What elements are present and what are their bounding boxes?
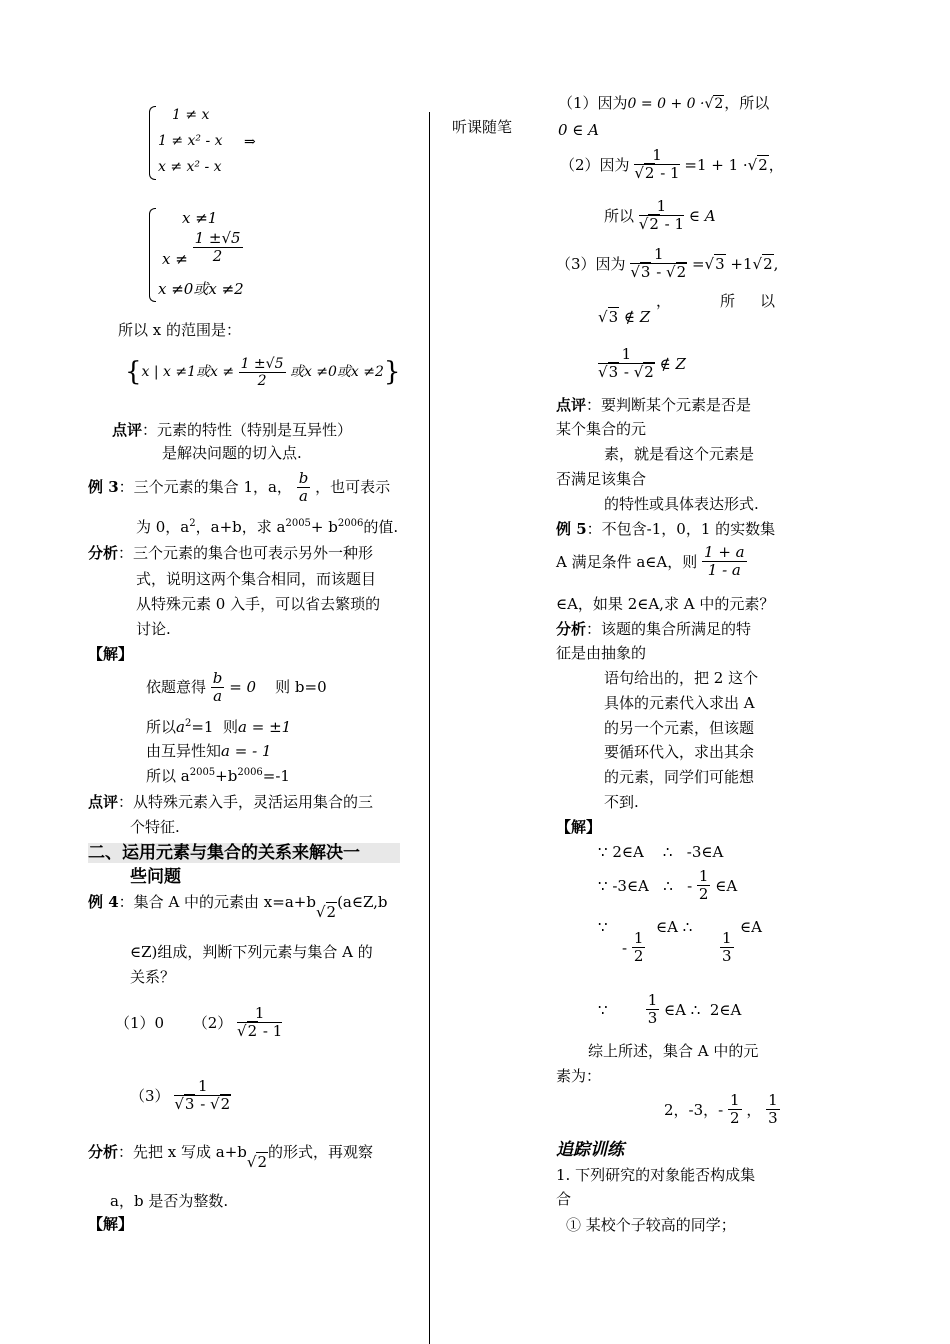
solution-3-step2: ∵ -3∈A ∴ - $\frac{1}{2}$ ∈A: [598, 867, 738, 904]
answer-3-yi: 以: [760, 292, 776, 310]
comment-2-line1: 点评：从特殊元素入手，灵活运用集合的三: [88, 793, 374, 811]
solution-3-step3-in: ∈A: [740, 918, 762, 936]
answer-1-line1: （1）因为0 = 0 + 0 ·√2，所以: [558, 94, 770, 112]
answer-2-line2: 所以 $\frac{1}{√2 - 1}$ ∈ A: [604, 197, 716, 234]
summary-line2: 素为：: [556, 1067, 602, 1085]
solution-label-2: 【解】: [88, 1215, 134, 1233]
training-q1-line1: 1. 下列研究的对象能否构成集: [556, 1166, 756, 1184]
answer-3-line2: √3 ∉ Z: [598, 308, 651, 326]
analysis-3-line1: 分析：该题的集合所满足的特: [556, 620, 752, 638]
question-1-and-2: （1）0 （2） $\frac{1}{√2 - 1}$: [115, 1004, 283, 1041]
answer-3-line3: $\frac{1}{√3 - √2}$ ∉ Z: [598, 345, 686, 382]
analysis-3-line3: 语句给出的，把 2 这个: [604, 669, 759, 687]
solution-label: 【解】: [88, 645, 134, 663]
system2-line1: x ≠1: [182, 209, 218, 227]
analysis-3-line5: 的另一个元素，但该题: [604, 719, 755, 737]
analysis-3-line2: 征是由抽象的: [556, 644, 647, 662]
answer-3-suo: 所: [720, 292, 736, 310]
implies-symbol: ⇒: [244, 134, 256, 150]
range-set: {x | x ≠1或x ≠ $\frac{1 \pm√5}{2}$ 或x ≠0或x ≠2}: [125, 356, 401, 390]
analysis-2-line1: 分析：先把 x 写成 a+b√2的形式，再观察: [88, 1143, 374, 1171]
example-4-line3: 关系？: [130, 968, 176, 986]
system-brace: [149, 208, 156, 302]
analysis-3-line6: 要循环代入，求出其余: [604, 743, 755, 761]
solution-3-step3-because: ∵: [598, 918, 608, 936]
side-note: 听课随笔: [452, 118, 513, 136]
summary-line1: 综上所述，集合 A 中的元: [588, 1042, 759, 1060]
analysis-3-line8: 不到.: [604, 793, 639, 811]
solution-step4: 所以 $a^{2005}+b^{2006}=-1$: [146, 767, 290, 785]
example-4-line2: ∈Z)组成，判断下列元素与集合 A 的: [130, 943, 373, 961]
system1-line1: 1 ≠ x: [172, 107, 210, 123]
analysis-line2: 式，说明这两个集合相同，而该题目: [136, 570, 377, 588]
system1-line2: 1 ≠ x² - x: [158, 133, 223, 149]
solution-label-3: 【解】: [556, 818, 602, 836]
example-5-line1: 例 5：不包含-1，0，1 的实数集: [556, 520, 776, 538]
comment-3-line1: 点评：要判断某个元素是否是: [556, 396, 752, 414]
answer-3-line1: （3）因为 $\frac{1}{√3 - √2}$ =√3 +1√2,: [556, 245, 779, 282]
example-5-line2: A 满足条件 a∈A，则 $\frac{1 + a}{1 - a}$: [556, 543, 745, 580]
system1-line3: x ≠ x² - x: [158, 159, 222, 175]
result-set: 2，-3，- $\frac{1}{2}$ ， $\frac{1}{3}$: [664, 1091, 778, 1128]
tracking-heading: 追踪训练: [556, 1140, 624, 1160]
system-brace: [149, 106, 156, 180]
comment-3-line5: 的特性或具体表达形式.: [604, 495, 759, 513]
answer-2-line1: （2）因为 $\frac{1}{√2 - 1}$ =1 + 1 ·√2，: [560, 146, 784, 183]
answer-3-comma: ，: [656, 292, 672, 310]
analysis-3-line7: 的元素，同学们可能想: [604, 768, 755, 786]
question-3: （3） $\frac{1}{√3 - √2}$: [130, 1077, 231, 1114]
example-4-line1: 例 4：集合 A 中的元素由 x=a+b√2(a∈Z,b: [88, 893, 388, 921]
example-3-line2: 为 0，$a^2$，a+b，求 $a^{2005}+ b^{2006}$的值.: [136, 518, 399, 536]
solution-3-step3-frac: - $\frac{1}{2}$: [622, 929, 644, 966]
comment-2-line2: 个特征.: [130, 818, 180, 836]
comment-3-line4: 否满足该集合: [556, 470, 647, 488]
answer-1-line2: 0 ∈ A: [558, 121, 600, 139]
comment-3-line2: 某个集合的元: [556, 420, 647, 438]
analysis-3-line4: 具体的元素代入求出 A: [604, 694, 755, 712]
solution-step3: 由互异性知a = - 1: [146, 742, 272, 760]
section-heading-2: 二、运用元素与集合的关系来解决一: [88, 843, 400, 863]
comment-1-line1: 点评：元素的特性（特别是互异性）: [112, 421, 353, 439]
analysis-line4: 讨论.: [136, 620, 171, 638]
column-divider: [429, 112, 430, 1344]
analysis-line3: 从特殊元素 0 入手，可以省去繁琐的: [136, 595, 381, 613]
training-q1-item1: ① 某校个子较高的同学；: [566, 1216, 736, 1234]
analysis-line1: 分析：三个元素的集合也可表示另外一种形: [88, 544, 374, 562]
comment-3-line3: 素，就是看这个元素是: [604, 445, 755, 463]
solution-3-step4: ∵ $\frac{1}{3}$ ∈A ∴ 2∈A: [598, 991, 742, 1028]
range-text: 所以 x 的范围是：: [118, 321, 241, 339]
solution-3-step3-result: $\frac{1}{3}$: [722, 929, 732, 966]
solution-step2: 所以$a^2=1$ 则a = ±1: [146, 718, 292, 736]
solution-3-step1: ∵ 2∈A ∴ -3∈A: [598, 843, 724, 861]
section-heading-2-cont: 些问题: [130, 867, 181, 887]
solution-3-step3: ∈A ∴: [656, 918, 693, 936]
solution-step1: 依题意得 $\frac{b}{a}$ = 0 则 b=0: [146, 669, 327, 706]
system2-line2: x ≠ $\frac{1 \pm√5}{2}$: [162, 229, 241, 268]
example-3-line1: 例 3：三个元素的集合 1，a， $\frac{b}{a}$ ，也可表示: [88, 469, 391, 506]
comment-1-line2: 是解决问题的切入点.: [162, 444, 302, 462]
system2-line3: x ≠0或x ≠2: [158, 280, 244, 298]
analysis-2-line2: a，b 是否为整数.: [110, 1192, 229, 1210]
training-q1-line2: 合: [556, 1190, 572, 1208]
example-5-line3: ∈A，如果 2∈A,求 A 中的元素？: [556, 595, 775, 613]
